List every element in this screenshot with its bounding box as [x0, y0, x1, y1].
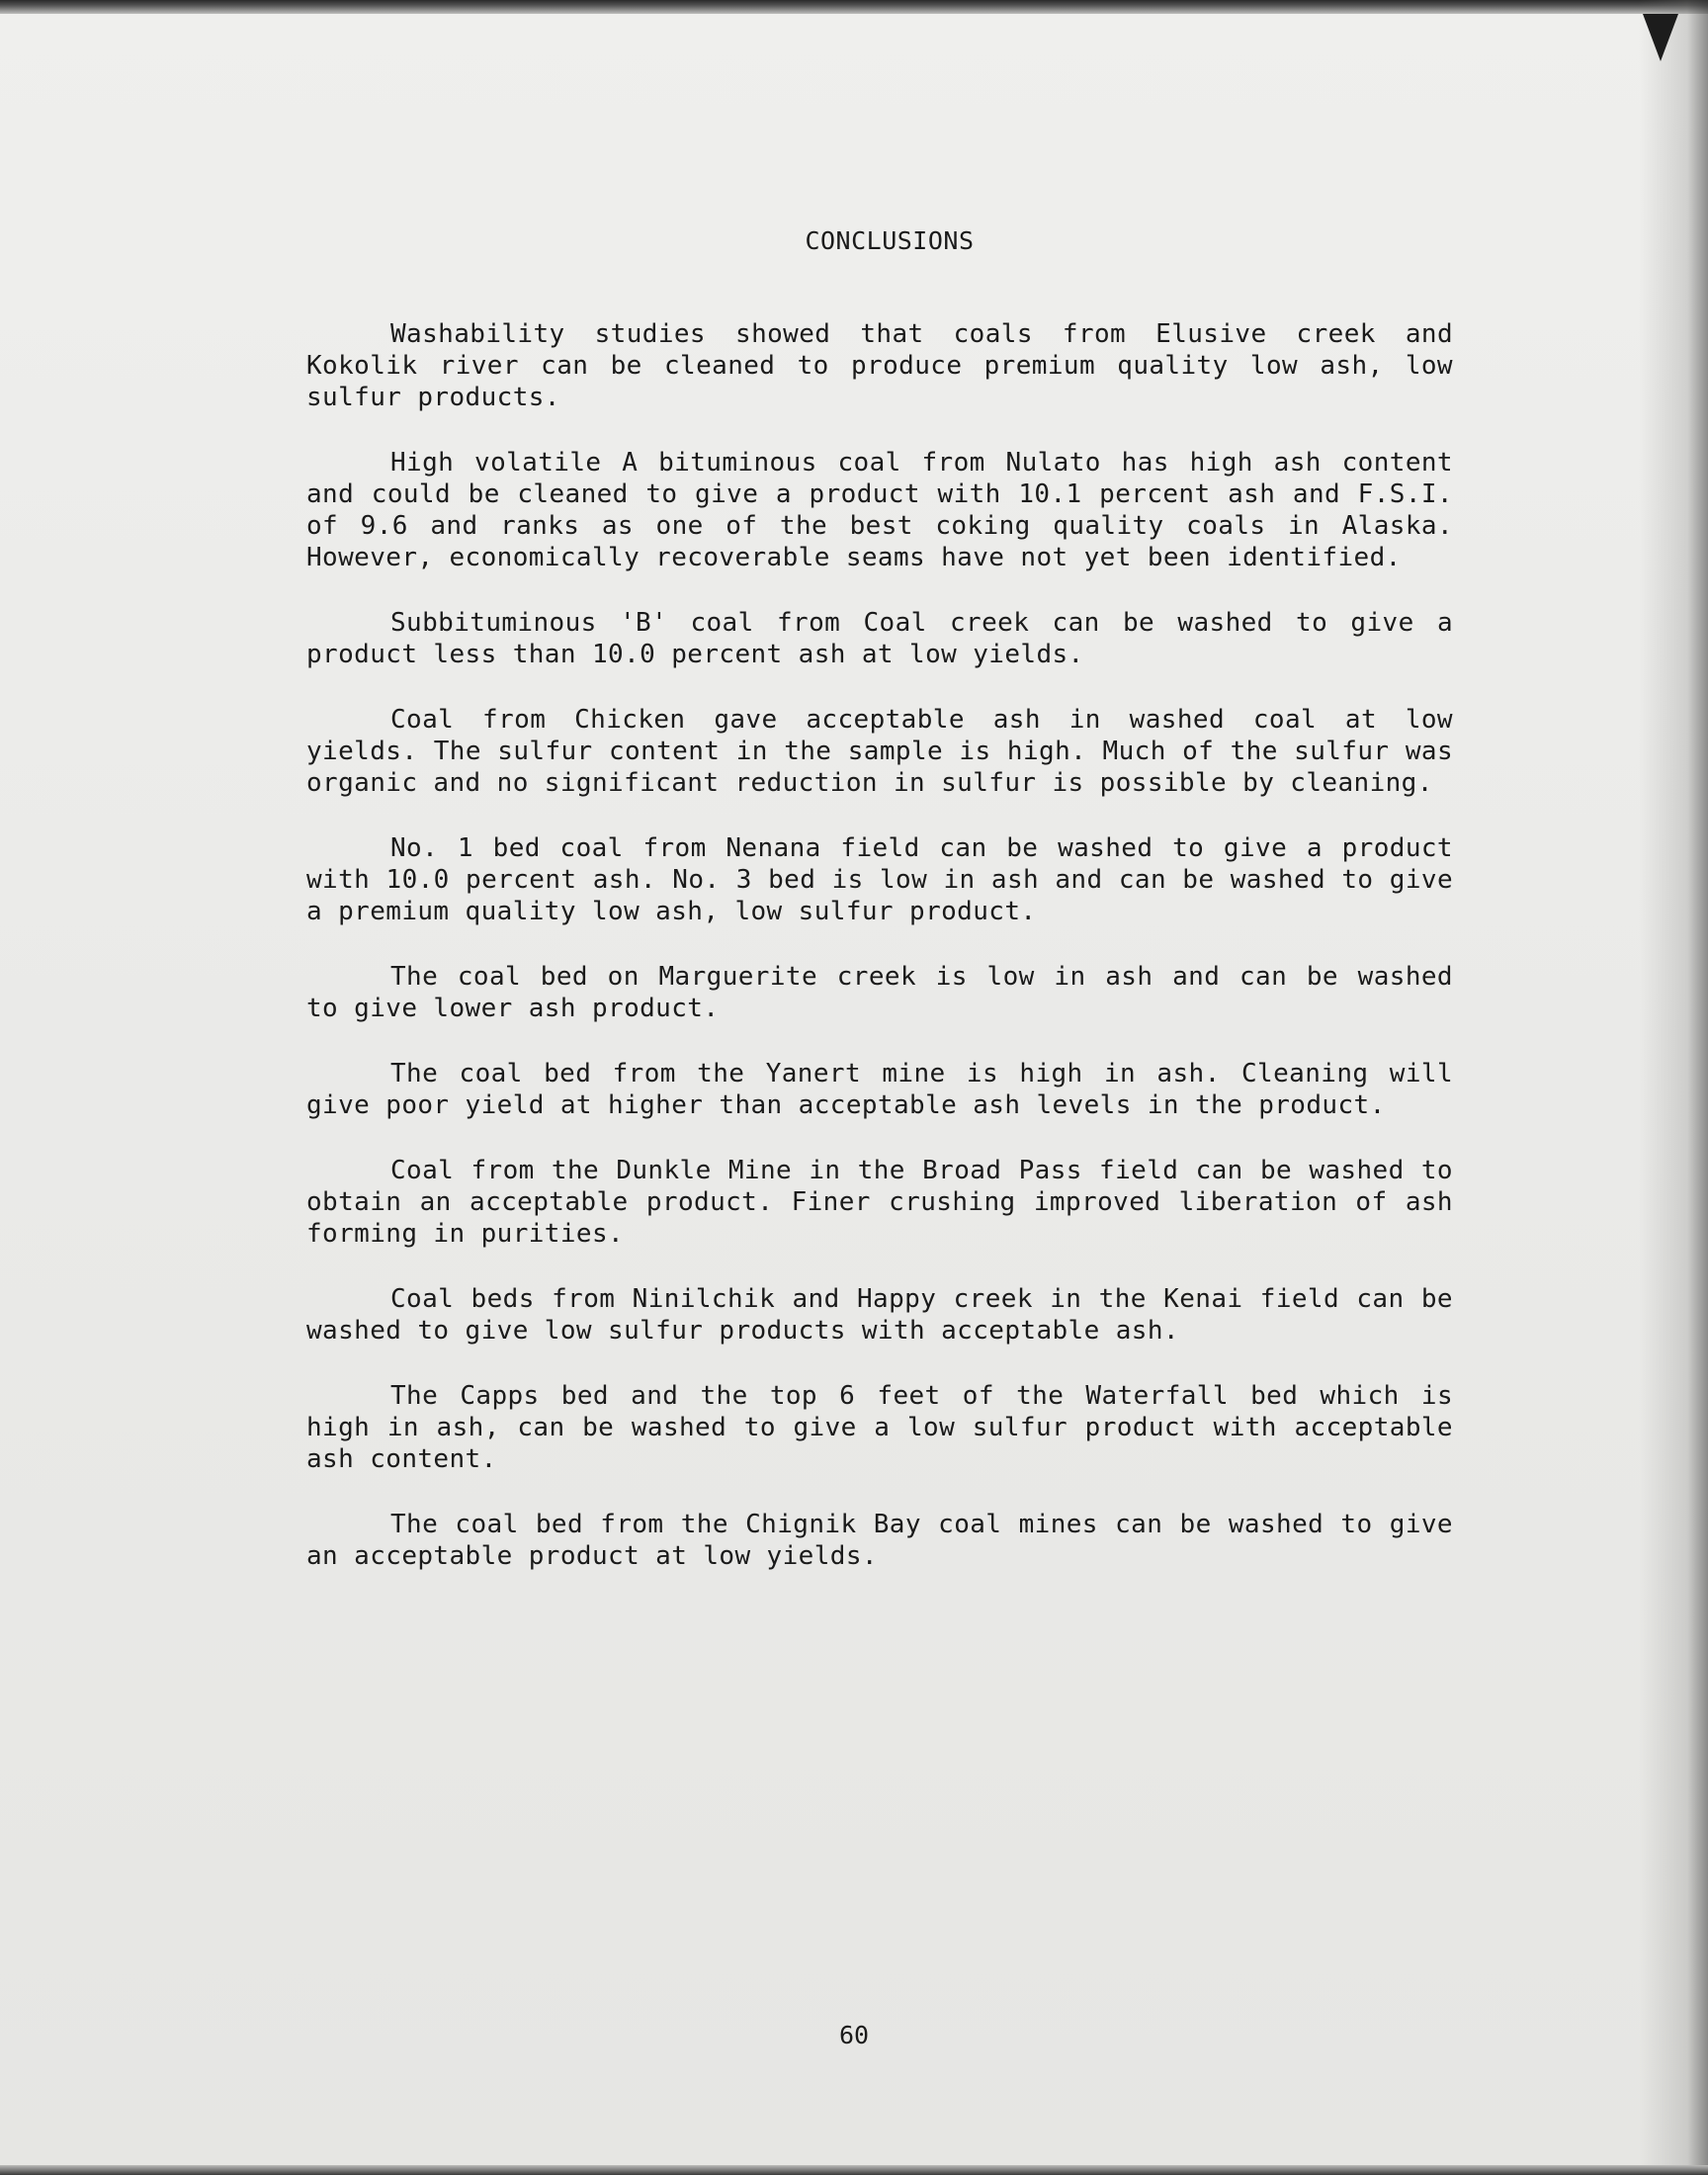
scan-right-edge	[1639, 0, 1708, 2175]
paragraph-elusive-kokolik: Washability studies showed that coals from Elusive creek and Kokolik river can be cleaned to produce premium quality low ash, low sulfur products.	[306, 319, 1453, 412]
scan-bottom-edge	[0, 2165, 1708, 2175]
document-body	[306, 225, 1453, 1606]
paragraph-chignik: The coal bed from the Chignik Bay coal mines can be washed to give an acceptable product at low yields.	[306, 1510, 1453, 1571]
paragraph-kenai: Coal beds from Ninilchik and Happy creek in the Kenai field can be washed to give low sulfur products with acceptable ash.	[306, 1284, 1453, 1346]
paragraph-yanert: The coal bed from the Yanert mine is high in ash. Cleaning will give poor yield at higher than acceptable ash levels in the product.	[306, 1059, 1453, 1120]
paragraph-nenana: No. 1 bed coal from Nenana field can be washed to give a product with 10.0 percent ash. No. 3 bed is low in ash and can be washed to give a premium quality low ash, low sulfur product.	[306, 833, 1453, 926]
page-title: CONCLUSIONS	[805, 226, 975, 255]
page-number: 60	[838, 2021, 870, 2049]
paragraph-capps-waterfall: The Capps bed and the top 6 feet of the Waterfall bed which is high in ash, can be washed to give a low sulfur product with acceptable ash content.	[306, 1381, 1453, 1474]
paragraph-nulato: High volatile A bituminous coal from Nulato has high ash content and could be cleaned to give a product with 10.1 percent ash and F.S.I. of 9.6 and ranks as one of the best coking quality coals in Alaska. However, economically recoverable seams have not yet been identified.	[306, 448, 1453, 572]
paragraph-chicken: Coal from Chicken gave acceptable ash in washed coal at low yields. The sulfur content in the sample is high. Much of the sulfur was organic and no significant reduction in sulfur is possible by cleaning.	[306, 705, 1453, 798]
paragraph-coal-creek: Subbituminous 'B' coal from Coal creek can be washed to give a product less than 10.0 percent ash at low yields.	[306, 608, 1453, 669]
paragraph-marguerite: The coal bed on Marguerite creek is low in ash and can be washed to give lower ash product.	[306, 962, 1453, 1023]
scan-corner-mark	[1643, 14, 1678, 61]
scan-top-edge	[0, 0, 1708, 14]
paragraph-dunkle: Coal from the Dunkle Mine in the Broad Pass field can be washed to obtain an acceptable product. Finer crushing improved liberation of ash forming in purities.	[306, 1156, 1453, 1249]
